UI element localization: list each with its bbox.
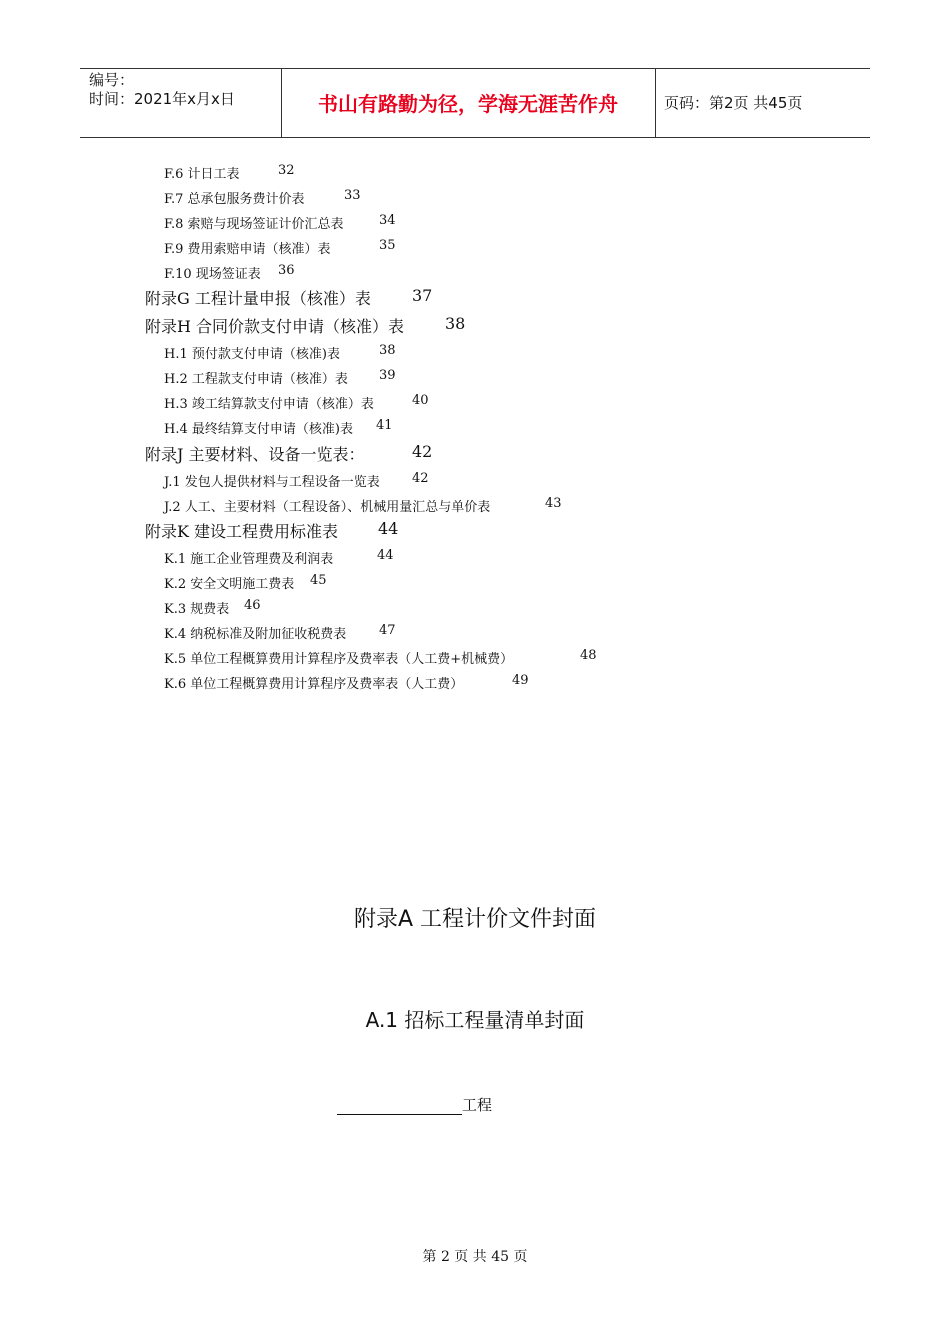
toc-entry-title: K.4 纳税标准及附加征收税费表	[164, 627, 347, 642]
toc-entry-title: K.3 规费表	[164, 602, 230, 617]
toc-entry-page: 36	[278, 263, 295, 278]
toc-entry-page: 41	[376, 418, 393, 433]
toc-entry-page: 37	[412, 286, 433, 305]
toc-entry-title: F.6 计日工表	[164, 167, 240, 182]
header-meta	[89, 71, 235, 109]
toc-entry-page: 32	[278, 163, 295, 178]
toc-entry	[164, 648, 597, 667]
toc-entry	[164, 163, 295, 182]
toc-entry	[164, 343, 396, 362]
toc-entry	[164, 238, 396, 257]
toc-entry	[164, 471, 429, 490]
toc-entry-title: 附录G 工程计量申报（核准）表	[145, 289, 371, 308]
toc-entry-title: H.3 竣工结算款支付申请（核准）表	[164, 397, 374, 412]
toc-entry-page: 35	[379, 238, 396, 253]
date-label: 时间：2021年x月x日	[89, 90, 235, 108]
project-suffix: 工程	[462, 1096, 493, 1114]
toc-entry	[145, 286, 433, 309]
toc-entry	[145, 519, 399, 542]
toc-entry	[145, 314, 466, 337]
toc-entry-title: 附录K 建设工程费用标准表	[145, 522, 339, 541]
toc-entry-page: 40	[412, 393, 429, 408]
toc-entry-title: F.9 费用索赔申请（核准）表	[164, 242, 331, 257]
toc-entry-page: 48	[580, 648, 597, 663]
toc-entry-page: 43	[545, 496, 562, 511]
toc-entry-title: K.2 安全文明施工费表	[164, 577, 295, 592]
toc-entry-page: 42	[412, 442, 433, 461]
toc-entry-title: 附录J 主要材料、设备一览表：	[145, 445, 365, 464]
toc-entry-title: F.10 现场签证表	[164, 267, 261, 282]
toc-entry-title: H.1 预付款支付申请（核准)表	[164, 347, 340, 362]
toc-entry-title: J.1 发包人提供材料与工程设备一览表	[164, 475, 380, 490]
toc-entry	[164, 496, 562, 515]
toc-entry-title: 附录H 合同价款支付申请（核准）表	[145, 317, 405, 336]
header-page-info: 页码：第2页 共45页	[664, 94, 803, 112]
toc-entry-page: 46	[244, 598, 261, 613]
toc-entry	[164, 368, 396, 387]
toc-entry	[164, 188, 361, 207]
project-name-blank[interactable]	[337, 1098, 462, 1115]
page-header	[80, 68, 870, 138]
toc-entry	[164, 673, 529, 692]
toc-entry-title: K.5 单位工程概算费用计算程序及费率表（人工费+机械费）	[164, 652, 514, 667]
toc-entry	[164, 213, 396, 232]
toc-entry-title: F.7 总承包服务费计价表	[164, 192, 305, 207]
toc-entry-page: 34	[379, 213, 396, 228]
toc-entry-page: 44	[377, 548, 394, 563]
toc-entry-title: H.2 工程款支付申请（核准）表	[164, 372, 348, 387]
toc-entry-title: K.6 单位工程概算费用计算程序及费率表（人工费）	[164, 677, 464, 692]
toc-entry-page: 33	[344, 188, 361, 203]
section-title: 附录A 工程计价文件封面	[353, 907, 597, 932]
toc-entry-title: F.8 索赔与现场签证计价汇总表	[164, 217, 344, 232]
toc-entry	[164, 393, 429, 412]
serial-label: 编号：	[89, 71, 135, 89]
project-name-line	[337, 1094, 492, 1115]
toc-entry-page: 49	[512, 673, 529, 688]
header-motto: 书山有路勤为径，学海无涯苦作舟	[318, 92, 618, 116]
toc-entry	[164, 623, 396, 642]
toc-entry-page: 38	[445, 314, 466, 333]
toc-entry	[164, 598, 261, 617]
toc-entry	[164, 548, 394, 567]
toc-entry-page: 44	[378, 519, 399, 538]
toc-entry-title: J.2 人工、主要材料（工程设备）、机械用量汇总与单价表	[164, 500, 491, 515]
toc-entry-page: 39	[379, 368, 396, 383]
toc-entry-page: 42	[412, 471, 429, 486]
toc-entry-page: 38	[379, 343, 396, 358]
toc-entry	[145, 442, 433, 465]
toc-entry	[164, 418, 393, 437]
page-footer: 第 2 页 共 45 页	[422, 1249, 528, 1265]
toc-entry-page: 47	[379, 623, 396, 638]
header-divider	[655, 69, 656, 137]
toc-entry-title: H.4 最终结算支付申请（核准)表	[164, 422, 353, 437]
toc-entry-title: K.1 施工企业管理费及利润表	[164, 552, 334, 567]
toc-entry	[164, 573, 327, 592]
toc-entry	[164, 263, 295, 282]
subsection-title: A.1 招标工程量清单封面	[365, 1008, 585, 1032]
toc-entry-page: 45	[310, 573, 327, 588]
